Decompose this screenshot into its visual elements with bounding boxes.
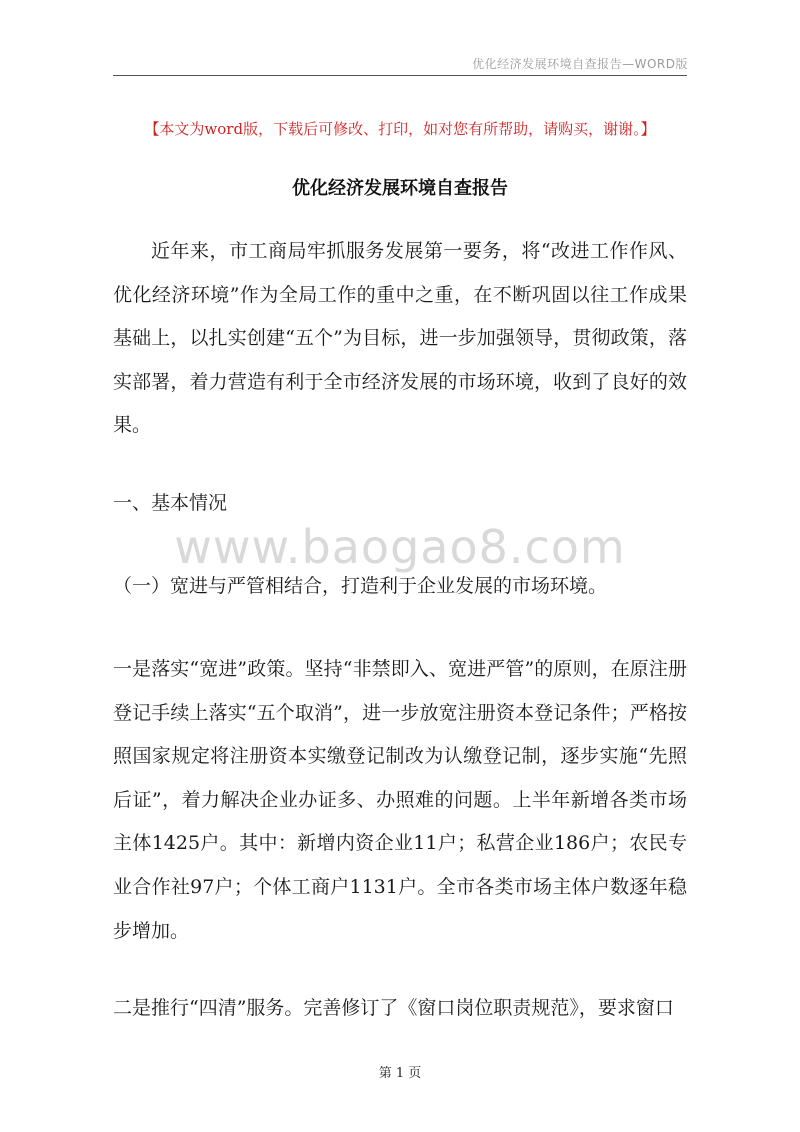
page-number: 第 1 页 xyxy=(378,1066,422,1081)
header-divider xyxy=(113,75,687,76)
site-watermark: www.baogao8.com xyxy=(174,520,626,574)
section-heading-basic-situation: 一、基本情况 xyxy=(113,492,228,514)
purchase-notice: 【本文为word版，下载后可修改、打印，如对您有所帮助，请购买，谢谢。】 xyxy=(144,120,656,138)
running-header: 优化经济发展环境自查报告—WORD版 xyxy=(472,57,688,71)
paragraph-item-2: 二是推行“四清”服务。完善修订了《窗口岗位职责规范》，要求窗口 xyxy=(113,997,674,1019)
intro-paragraph: 近年来，市工商局牢抓服务发展第一要务，将“改进工作作风、优化经济环境”作为全局工作的重中之重，在不断巩固以往工作成果基础上，以扎实创建“五个”为目标，进一步加强领导，贯彻政策，落实部署，着力营造有利于全市经济发展的市场环境，收到了良好的效果。 xyxy=(113,240,687,437)
subsection-heading-1: （一）宽进与严管相结合，打造利于企业发展的市场环境。 xyxy=(113,575,608,597)
document-title: 优化经济发展环境自查报告 xyxy=(292,178,508,199)
paragraph-item-1: 一是落实“宽进”政策。坚持“非禁即入、宽进严管”的原则，在原注册登记手续上落实“五个取消”，进一步放宽注册资本登记条件；严格按照国家规定将注册资本实缴登记制改为认缴登记制，逐步实施“先照后证”，着力解决企业办证多、办照难的问题。上半年新增各类市场主体1425户。其中：新增内资企业11户；私营企业186户；农民专业合作社97户；个体工商户1131户。全市各类市场主体户数逐年稳步增加。 xyxy=(113,658,687,942)
